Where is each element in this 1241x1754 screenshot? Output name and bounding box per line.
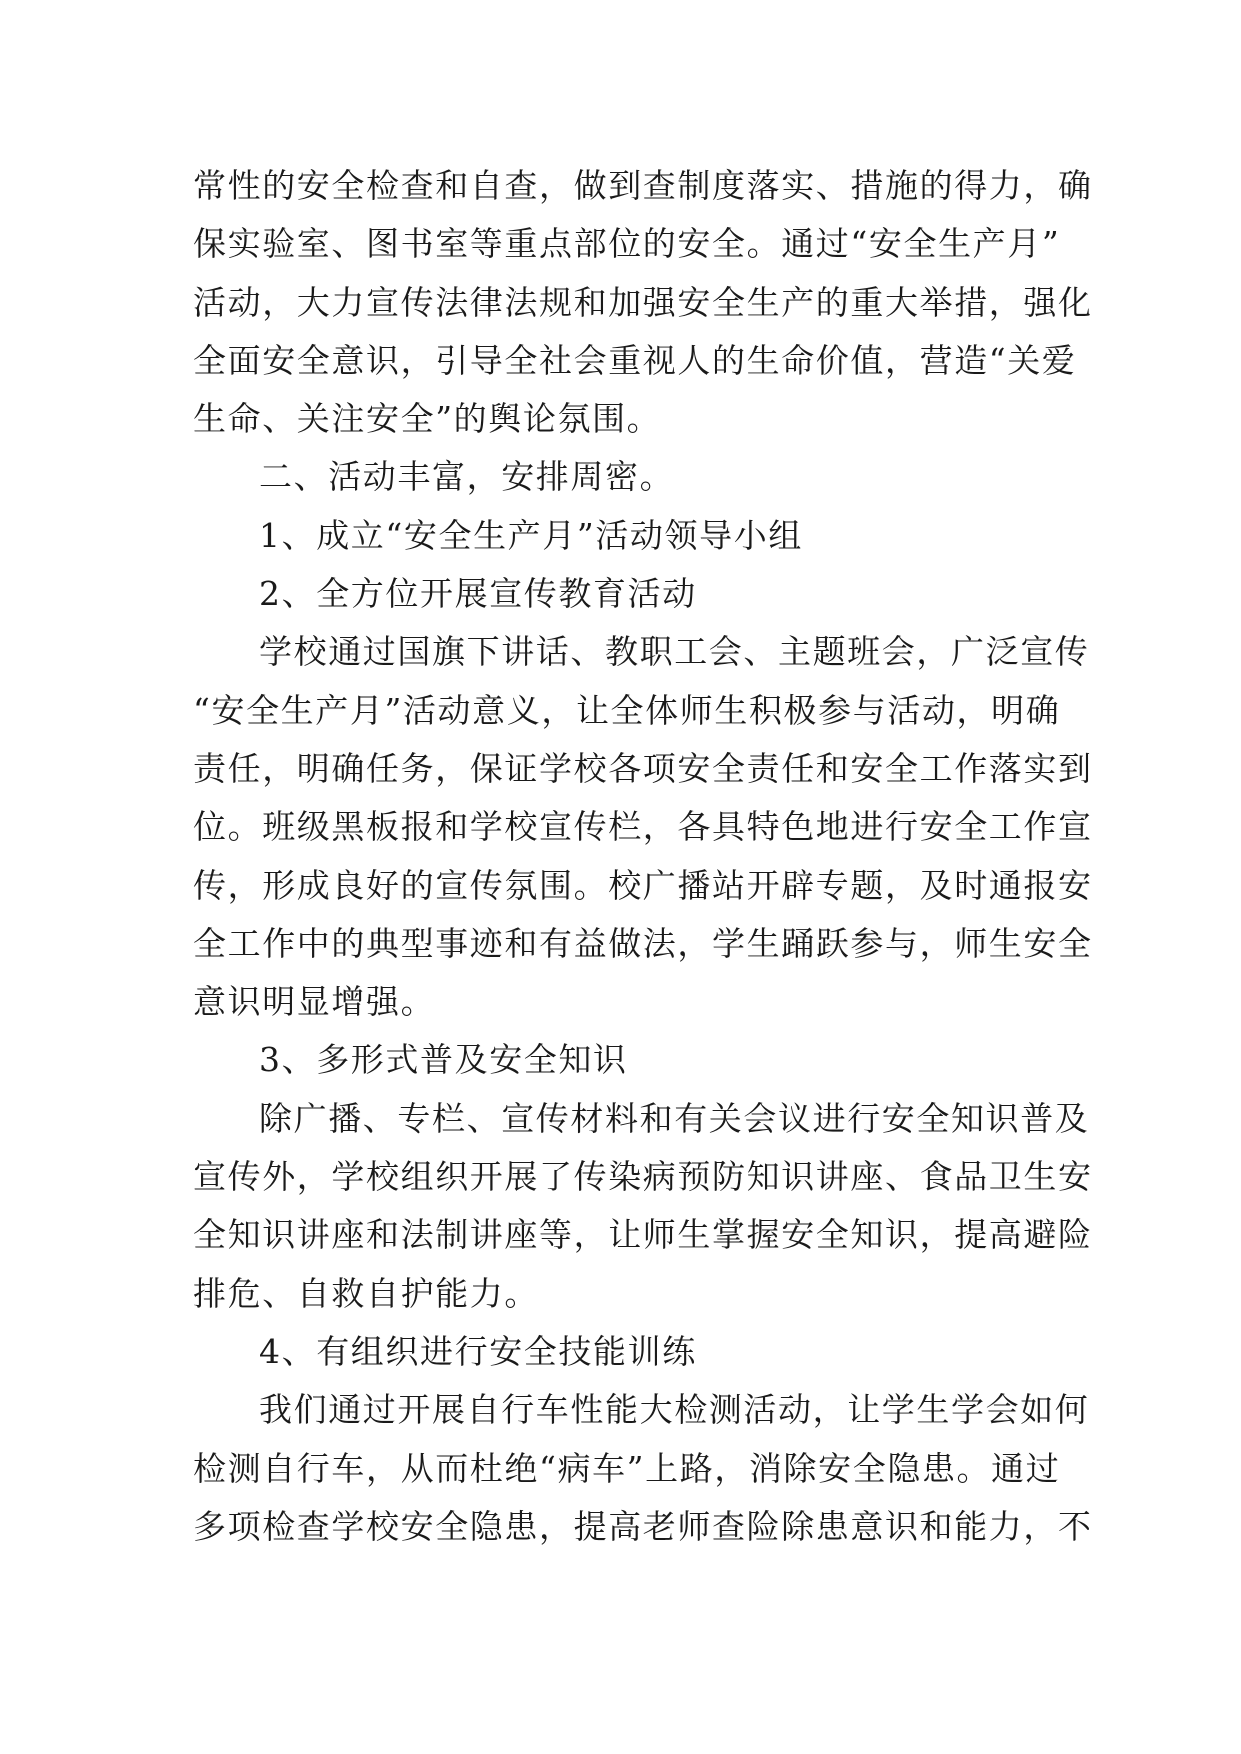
text-line: 常性的安全检查和自查，做到查制度落实、措施的得力，确 [193,166,1093,205]
text-line: 全工作中的典型事迹和有益做法，学生踊跃参与，师生安全 [193,923,1093,963]
text-line: 位。班级黑板报和学校宣传栏，各具特色地进行安全工作宣 [193,807,1093,847]
subsection-heading: 4、有组织进行安全技能训练 [259,1331,697,1371]
text-line: 全面安全意识，引导全社会重视人的生命价值，营造“关爱 [193,340,1077,380]
text-line: 宣传外，学校组织开展了传染病预防知识讲座、食品卫生安 [193,1157,1093,1197]
text-line: 生命、关注安全”的舆论氛围。 [193,399,662,439]
text-line: 传，形成良好的宣传氛围。校广播站开辟专题，及时通报安 [193,865,1093,905]
subsection-heading: 1、成立“安全生产月”活动领导小组 [259,515,803,555]
text-line: 全知识讲座和法制讲座等，让师生掌握安全知识，提高避险 [193,1215,1093,1255]
text-line: 责任，明确任务，保证学校各项安全责任和安全工作落实到 [193,748,1093,788]
subsection-heading: 2、全方位开展宣传教育活动 [259,574,697,614]
paragraph-first-line: 除广播、专栏、宣传材料和有关会议进行安全知识普及 [259,1098,1090,1138]
paragraph-first-line: 我们通过开展自行车性能大检测活动，让学生学会如何 [259,1390,1090,1430]
subsection-heading: 3、多形式普及安全知识 [259,1040,628,1080]
text-line: 活动，大力宣传法律法规和加强安全生产的重大举措，强化 [193,282,1093,322]
text-line: 保实验室、图书室等重点部位的安全。通过“安全生产月” [193,224,1061,264]
document-body [193,157,1093,1556]
text-line: 多项检查学校安全隐患，提高老师查险除患意识和能力，不 [193,1506,1093,1546]
text-line: 排危、自救自护能力。 [193,1273,539,1313]
text-line: 意识明显增强。 [193,982,436,1022]
text-line: “安全生产月”活动意义，让全体师生积极参与活动，明确 [193,690,1061,730]
section-heading: 二、活动丰富，安排周密。 [259,457,675,497]
text-line: 检测自行车，从而杜绝“病车”上路，消除安全隐患。通过 [193,1448,1061,1488]
paragraph-first-line: 学校通过国旗下讲话、教职工会、主题班会，广泛宣传 [259,632,1090,672]
